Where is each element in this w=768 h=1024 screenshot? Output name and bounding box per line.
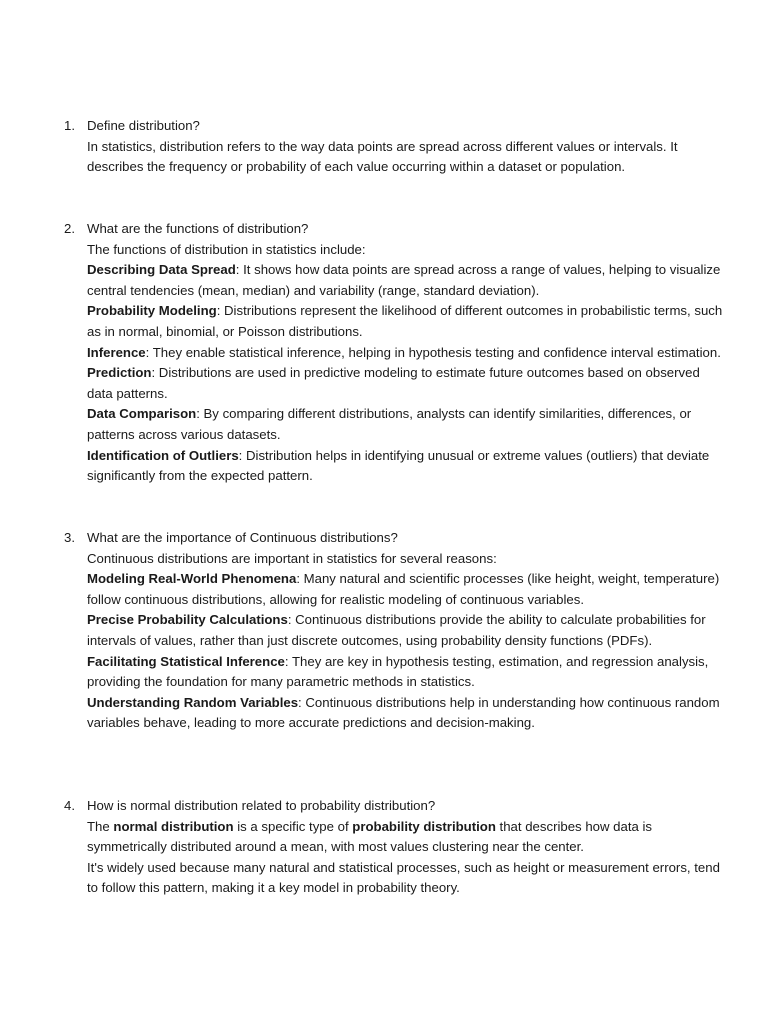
- item-text: : Distributions represent the likelihood of different outcomes in probabilistic terms, such as in normal, binomial, or Poisson distributions.: [87, 303, 723, 339]
- item-term: Precise Probability Calculations: [87, 612, 288, 628]
- question-title: What are the functions of distribution?: [87, 221, 309, 236]
- list-item: [87, 446, 724, 487]
- item-text: : They enable statistical inference, helping in hypothesis testing and confidence interval estimation.: [145, 344, 721, 360]
- item-text: : Continuous distributions help in understanding how continuous random variables behave, leading to more accurate predictions and decision-making.: [87, 694, 720, 731]
- list-item: [87, 301, 724, 342]
- list-item: [87, 260, 724, 301]
- question-1: [64, 116, 724, 178]
- answer-text: [87, 817, 724, 858]
- question-body: [87, 796, 724, 899]
- list-item: [87, 693, 724, 734]
- answer-text: It's widely used because many natural and statistical processes, such as height or measurement errors, tend to follow this pattern, making it a key model in probability theory.: [87, 859, 720, 896]
- answer-intro: Continuous distributions are important in statistics for several reasons:: [87, 550, 497, 566]
- item-term: Describing Data Spread: [87, 262, 236, 278]
- item-text: : Distributions are used in predictive modeling to estimate future outcomes based on observed data patterns.: [87, 365, 700, 401]
- item-term: Facilitating Statistical Inference: [87, 653, 285, 669]
- question-title: Define distribution?: [87, 118, 200, 133]
- answer-fragment: is a specific type of: [233, 818, 353, 834]
- list-item: [87, 569, 724, 610]
- question-title: How is normal distribution related to probability distribution?: [87, 798, 436, 813]
- item-term: Modeling Real-World Phenomena: [87, 571, 297, 587]
- item-text: : Many natural and scientific processes (like height, weight, temperature) follow continuous distributions, allowing for realistic modeling of continuous variables.: [87, 571, 720, 607]
- list-item: [87, 343, 724, 364]
- item-text: : They are key in hypothesis testing, estimation, and regression analysis, providing the foundation for many parametric methods in statistics.: [87, 653, 709, 690]
- answer-fragment: that describes how data is symmetrically distributed around a mean, with most values clustering near the center.: [87, 818, 653, 855]
- question-number: 1.: [64, 118, 75, 133]
- question-3: [64, 528, 724, 734]
- question-body: [87, 528, 724, 734]
- question-body: [87, 219, 724, 487]
- item-term: Prediction: [87, 365, 152, 381]
- question-number: 4.: [64, 798, 75, 813]
- question-number: 3.: [64, 530, 75, 545]
- item-text: : By comparing different distributions, analysts can identify similarities, differences, or patterns across various datasets.: [87, 406, 692, 442]
- item-term: Data Comparison: [87, 406, 197, 422]
- list-item: [87, 652, 724, 693]
- question-2: [64, 219, 724, 487]
- answer-fragment: The: [87, 818, 114, 834]
- answer-term: normal distribution: [113, 818, 234, 834]
- item-term: Identification of Outliers: [87, 447, 239, 463]
- list-item: [87, 610, 724, 651]
- item-term: Inference: [87, 344, 146, 360]
- answer-term: probability distribution: [352, 818, 496, 834]
- list-item: [87, 404, 724, 445]
- item-text: : It shows how data points are spread across a range of values, helping to visualize central tendencies (mean, median) and variability (range, standard deviation).: [87, 262, 721, 298]
- question-body: [87, 116, 724, 178]
- answer-intro: The functions of distribution in statistics include:: [87, 241, 366, 257]
- item-text: : Distribution helps in identifying unusual or extreme values (outliers) that deviate significantly from the expected pattern.: [87, 447, 710, 484]
- question-4: [64, 796, 724, 899]
- question-title: What are the importance of Continuous distributions?: [87, 530, 398, 545]
- item-text: : Continuous distributions provide the ability to calculate probabilities for intervals of values, rather than just discrete outcomes, using probability density functions (PDFs).: [87, 612, 706, 648]
- item-term: Understanding Random Variables: [87, 694, 299, 710]
- list-item: [87, 363, 724, 404]
- answer-text: In statistics, distribution refers to the way data points are spread across different values or intervals. It describes the frequency or probability of each value occurring within a dataset or population.: [87, 138, 678, 175]
- question-number: 2.: [64, 221, 75, 236]
- item-term: Probability Modeling: [87, 303, 217, 319]
